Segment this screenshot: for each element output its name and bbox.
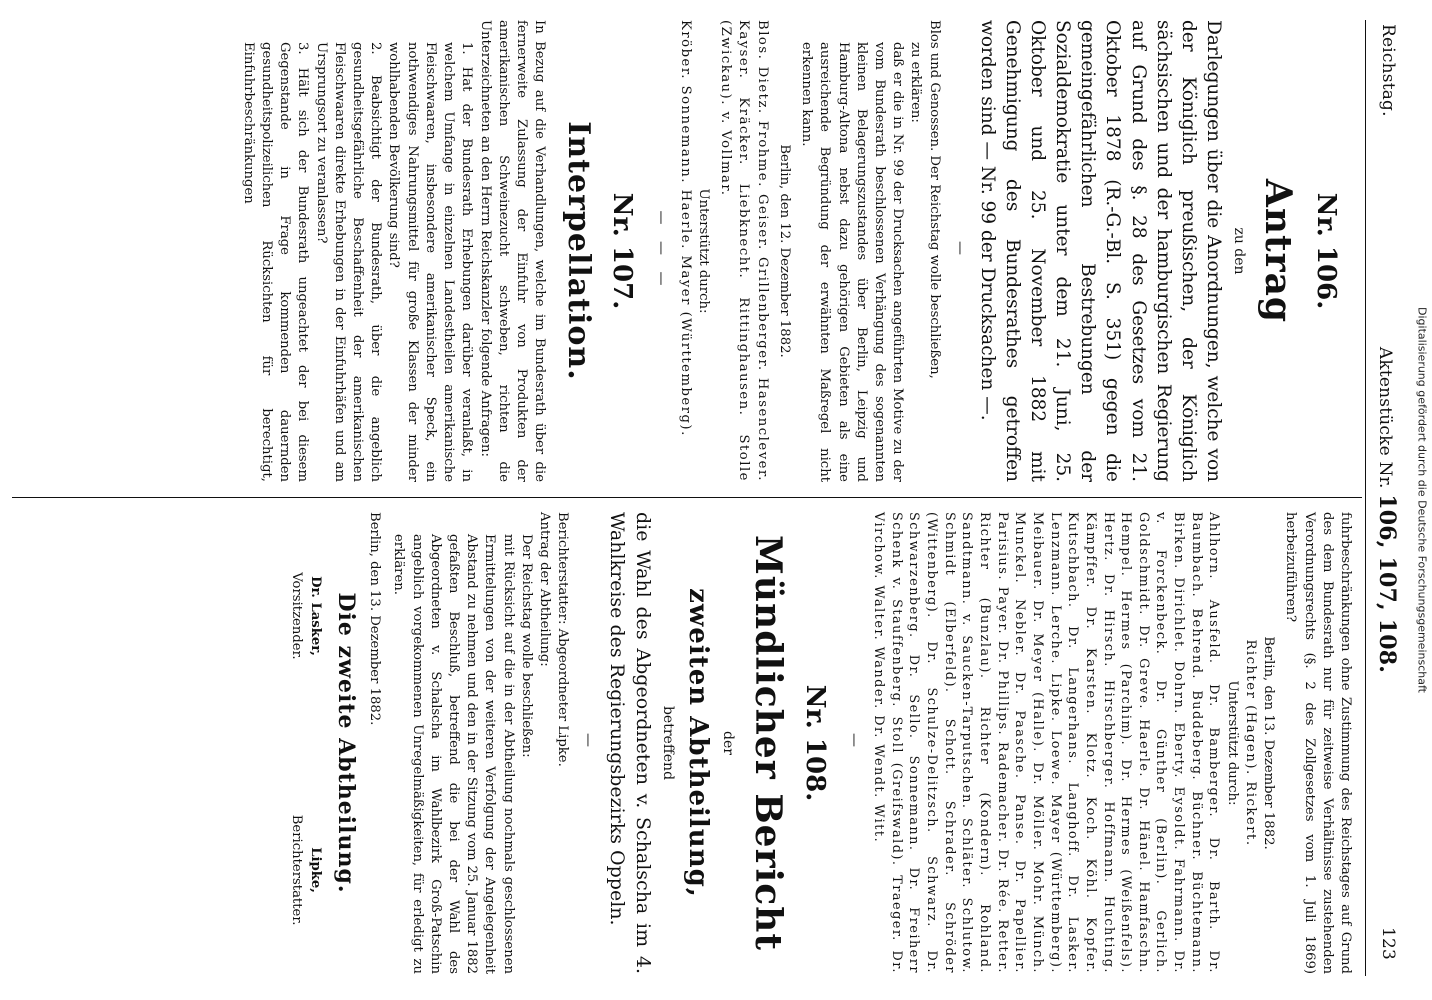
- separator: —: [846, 733, 863, 753]
- nr108-sub1: der: [720, 731, 737, 755]
- chair-signature: [287, 512, 323, 720]
- nr108-committee: Die zweite Abtheilung.: [332, 592, 359, 894]
- right-column: [287, 512, 1354, 974]
- rapporteur-signature: [287, 766, 323, 974]
- nr108-motion-intro: Der Reichstag wolle beschließen:: [518, 534, 534, 758]
- header-center-label: Aktenstücke Nr.: [1375, 346, 1395, 489]
- nr106-sub: zu den: [1230, 227, 1247, 275]
- rapporteur-role: Berichterstatter.: [289, 814, 305, 926]
- nr106-supporters: Kröber. Sonnemann. Haerle. Mayer (Württemberg).: [677, 20, 693, 437]
- nr108-topic: die Wahl des Abgeordneten v. Schalscha im 4. Wahlkreise des Regierungsbezirks Oppeln.: [605, 512, 654, 974]
- nr106-date: Berlin, den 12. Dezember 1882.: [776, 144, 792, 358]
- digitization-credit-text: Digitalisierung gefördert durch die Deutsche Forschungsgemeinschaft: [1415, 307, 1429, 693]
- nr106-motion-text: daß er die in Nr. 99 der Drucksachen angeführten Motive zu der vom Bundesrath beschlossenen Verhängung des sogenannten kleinen Belagerungszustandes über Berlin, Leipzig und Hamburg-Altona nebst dazu gehörigen Gebieten als eine ausreichende Begründung der erwähnten Maßregel nicht erkennen kann.: [799, 42, 906, 482]
- nr107-question-2: 2. Beabsichtigt der Bundesrath, über die angeblich gesundheitsgefährliche Beschaffenheit der amerikanischen Fleischwaaren direkte Erhebungen in der Einfuhrhäfen und am Ursprungsort zu veranlassen?: [313, 42, 384, 482]
- nr108-title: Mündlicher Bericht: [746, 535, 789, 951]
- left-column: [239, 20, 1354, 482]
- chair-name: Dr. Lasker,: [307, 576, 323, 656]
- nr106-title: Antrag: [1257, 178, 1300, 324]
- nr107-supported-label: Unterstützt durch:: [1224, 680, 1240, 806]
- column-divider: [12, 497, 1362, 498]
- nr108-subtitle: zweiten Abtheilung,: [682, 588, 713, 898]
- nr108-motion-label: Antrag der Abtheilung:: [537, 512, 553, 667]
- page-number: 123: [1378, 926, 1398, 960]
- chair-role: Vorsitzender.: [289, 572, 305, 660]
- nr107-number: Nr. 107.: [606, 192, 637, 310]
- nr108-date: Berlin, den 13. Dezember 1882.: [367, 512, 383, 726]
- nr108-number: Nr. 108.: [800, 684, 831, 802]
- digitization-credit: [1412, 0, 1432, 1000]
- nr108-sub2: betreffend: [659, 705, 676, 781]
- nr107-supporters: Ahlhorn. Ausfeld. Dr. Bamberger. Dr. Barth. Dr. Baumbach. Behrend. Buddeberg. Büchner. Büchtemann. Birken. Dirichlet. Dohrn. Eberty. Eysoldt. Fahrmann. Dr. v. Forckenbeck. Dr. Günther (Berlin). Gerlich. Goldschmidt. Dr. Greve. Haerle. Dr. Hänel. Hamfaschn. Hempel. Hermes (Parchim). Dr. Hermes (Weißenfels). Hertz. Dr. Hirsch. Hirschberger. Hoffmann. Huchting. Kämpffer. Dr. Karsten. Klotz. Koch. Köhl. Kopfer. Kutschbach. Dr. Langerhans. Langhoff. Dr. Lasker. Lenzmann. Lerche. Lipke. Loewe. Mayer (Württemberg). Meibauer. Dr. Meyer (Halle). Dr. Möller. Mohr. Münch. Munckel. Nebler. Dr. Paasche. Panse. Dr. Papellier. Parisius. Payer. Dr. Phillips. Rademacher. Dr. Rée. Retter. Richter (Bunzlau). Richter (Kondern). Rohland. Sandtmann. v. Saucken-Tarputschen. Schläter. Schlutow. Schmidt (Elberfeld). Schott. Schrader. Schröder (Wittenberg). Dr. Schulze-Delitzsch. Schwarz. Dr. Schwarzenberg. Dr. Sello. Sonnemann. Dr. Freiherr Schenk v. Stauffenberg. Stoll (Greifswald). Traeger. Dr. Virchow. Walter. Wander. Dr. Wendt. Witt.: [871, 512, 1222, 974]
- nr107-signers: Richter (Hagen). Rickert.: [1242, 639, 1258, 847]
- nr107-question-3: 3. Hält sich der Bundesrath ungeachtet der bei diesem Gegenstande in Frage kommenden dauernden gesundheitspolizeilichen Rücksichten für berechtigt, Einfuhrbeschränkungen: [240, 42, 311, 482]
- rapporteur-name: Lipke,: [307, 847, 323, 893]
- header-center: [1374, 330, 1400, 690]
- nr108-reporter: Berichterstatter: Abgeordneter Lipke.: [555, 512, 571, 767]
- nr108-motion-text: mit Rücksicht auf die in der Abtheilung nochmals geschlossenen Ermittelungen von der weiteren Verfolgung der Angelegenheit Abstand zu nehmen und den in der Sitzung vom 25. Januar 1882 gefaßten Beschluß, betreffend die bei der Wahl des Abgeordneten v. Schalscha im Wahlbezirk Groß-Patschin angeblich vorgekommenen Unregelmäßigkeiten, für erledigt zu erklären.: [391, 534, 516, 974]
- separator: — — —: [652, 210, 669, 292]
- nr106-signers: Blos. Dietz. Frohme. Geiser. Grillenberger. Hasenclever. Kayser. Kräcker. Liebknecht. Rittinghausen. Stolle (Zwickau). v. Vollmar.: [718, 20, 770, 482]
- nr107-title: Interpellation.: [560, 121, 596, 381]
- separator: —: [951, 241, 968, 261]
- nr106-body: Darlegungen über die Anordnungen, welche von der Königlich preußischen, der Königlich sächsischen und der hamburgischen Regierung auf Grund des §. 28 des Gesetzes vom 21. Oktober 1878 (R.-G.-Bl. S. 351) gegen die gemeingefährlichen Bestrebungen der Sozialdemokratie unter dem 21. Juni, 25. Oktober und 25. November 1882 mit Genehmigung des Bundesrathes getroffen worden sind — Nr. 99 der Drucksachen —.: [976, 20, 1225, 482]
- nr106-motion-intro: Blos und Genossen. Der Reichstag wolle beschließen,: [926, 20, 942, 379]
- header-left: Reichstag.: [1378, 24, 1398, 117]
- separator: —: [580, 733, 597, 753]
- nr107-date: Berlin, den 13. Dezember 1882.: [1261, 636, 1277, 850]
- nr106-supported-label: Unterstützt durch:: [696, 188, 712, 314]
- nr106-number: Nr. 106.: [1311, 192, 1341, 310]
- nr107-continuation: fuhrbeschränkungen ohne Zustimmung des Reichstages auf Grund des dem Bundesrath nur für zeitweise Verhältnisse zustehenden Verordnungsrechts (§. 2 des Zollgesetzes vom 1. Juli 1869) herbeizuführen?: [1283, 512, 1353, 974]
- nr106-motion-sub: zu erklären:: [908, 42, 924, 123]
- nr107-intro: In Bezug auf die Verhandlungen, welche im Bundesrath über die fernerweite Zulassung der Einfuhr von Produkten der amerikanischen Schweinezucht schweben, richten die Unterzeichneten an den Herrn Reichskanzler folgende Anfragen:: [477, 20, 548, 482]
- header-center-numbers: 106, 107, 108.: [1374, 494, 1400, 674]
- nr108-signatures: [287, 512, 323, 974]
- header-rule: [1365, 20, 1366, 976]
- nr107-question-1: 1. Hat der Bundesrath Erhebungen darüber veranlaßt, in welchem Umfange in einzelnen Landestheilen amerikanische Fleischwaaren, insbesondere amerikanischer Speck, ein nothwendiges Nahrungsmittel für große Klassen der minder wohlhabenden Bevölkerung sind?: [386, 42, 475, 482]
